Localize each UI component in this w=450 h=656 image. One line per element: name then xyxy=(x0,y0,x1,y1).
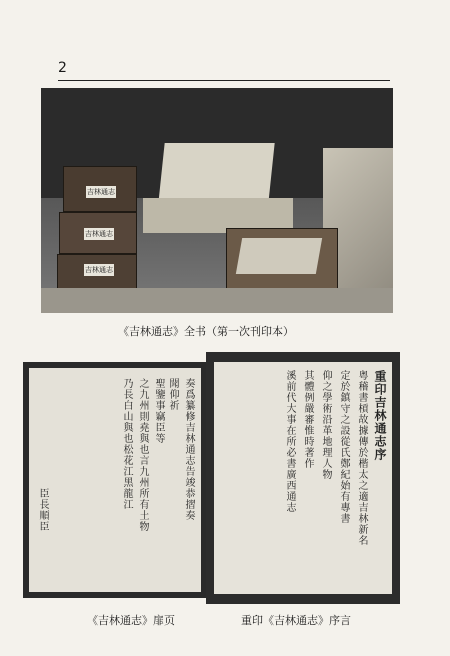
title-page-column: 臣長順臣 xyxy=(37,488,48,532)
preface-title: 重印吉林通志序 xyxy=(373,370,387,461)
preface-caption: 重印《吉林通志》序言 xyxy=(241,614,351,627)
preface-column: 仰之學術沿革地理人物 xyxy=(320,370,331,480)
preface-column: 粤稽書槓故據傳於楷太之適吉林新名 xyxy=(356,370,367,546)
main-photo-caption: 《吉林通志》全书（第一次刊印本） xyxy=(118,325,294,338)
title-page-column: 聖鑒事竊臣等 xyxy=(153,378,164,444)
preface-photo xyxy=(206,352,400,604)
box-label: 吉林通志 xyxy=(85,266,113,274)
page-number: 2 xyxy=(58,60,67,76)
title-page-caption: 《吉林通志》扉页 xyxy=(87,614,175,627)
book-set-photo xyxy=(41,88,393,313)
title-page-column: 奏爲纂修吉林通志告竣恭摺奏 xyxy=(183,378,194,521)
title-page-column: 聞仰祈 xyxy=(167,378,178,411)
title-page-column: 乃長白山與也松花江黑龍江 xyxy=(121,378,132,510)
preface-column: 其體例嚴審惟時著作 xyxy=(302,370,313,469)
preface-column: 定於鎮守之設從氏鄭紀始有專書 xyxy=(338,370,349,524)
title-page-column: 之九州則堯與也言九州所有土物 xyxy=(137,378,148,532)
title-page-photo xyxy=(23,362,207,598)
box-label: 吉林通志 xyxy=(87,188,115,196)
header-rule xyxy=(58,80,390,81)
preface-column: 溪前代大事在所必書廣西通志 xyxy=(284,370,295,513)
box-label: 吉林通志 xyxy=(85,230,113,238)
